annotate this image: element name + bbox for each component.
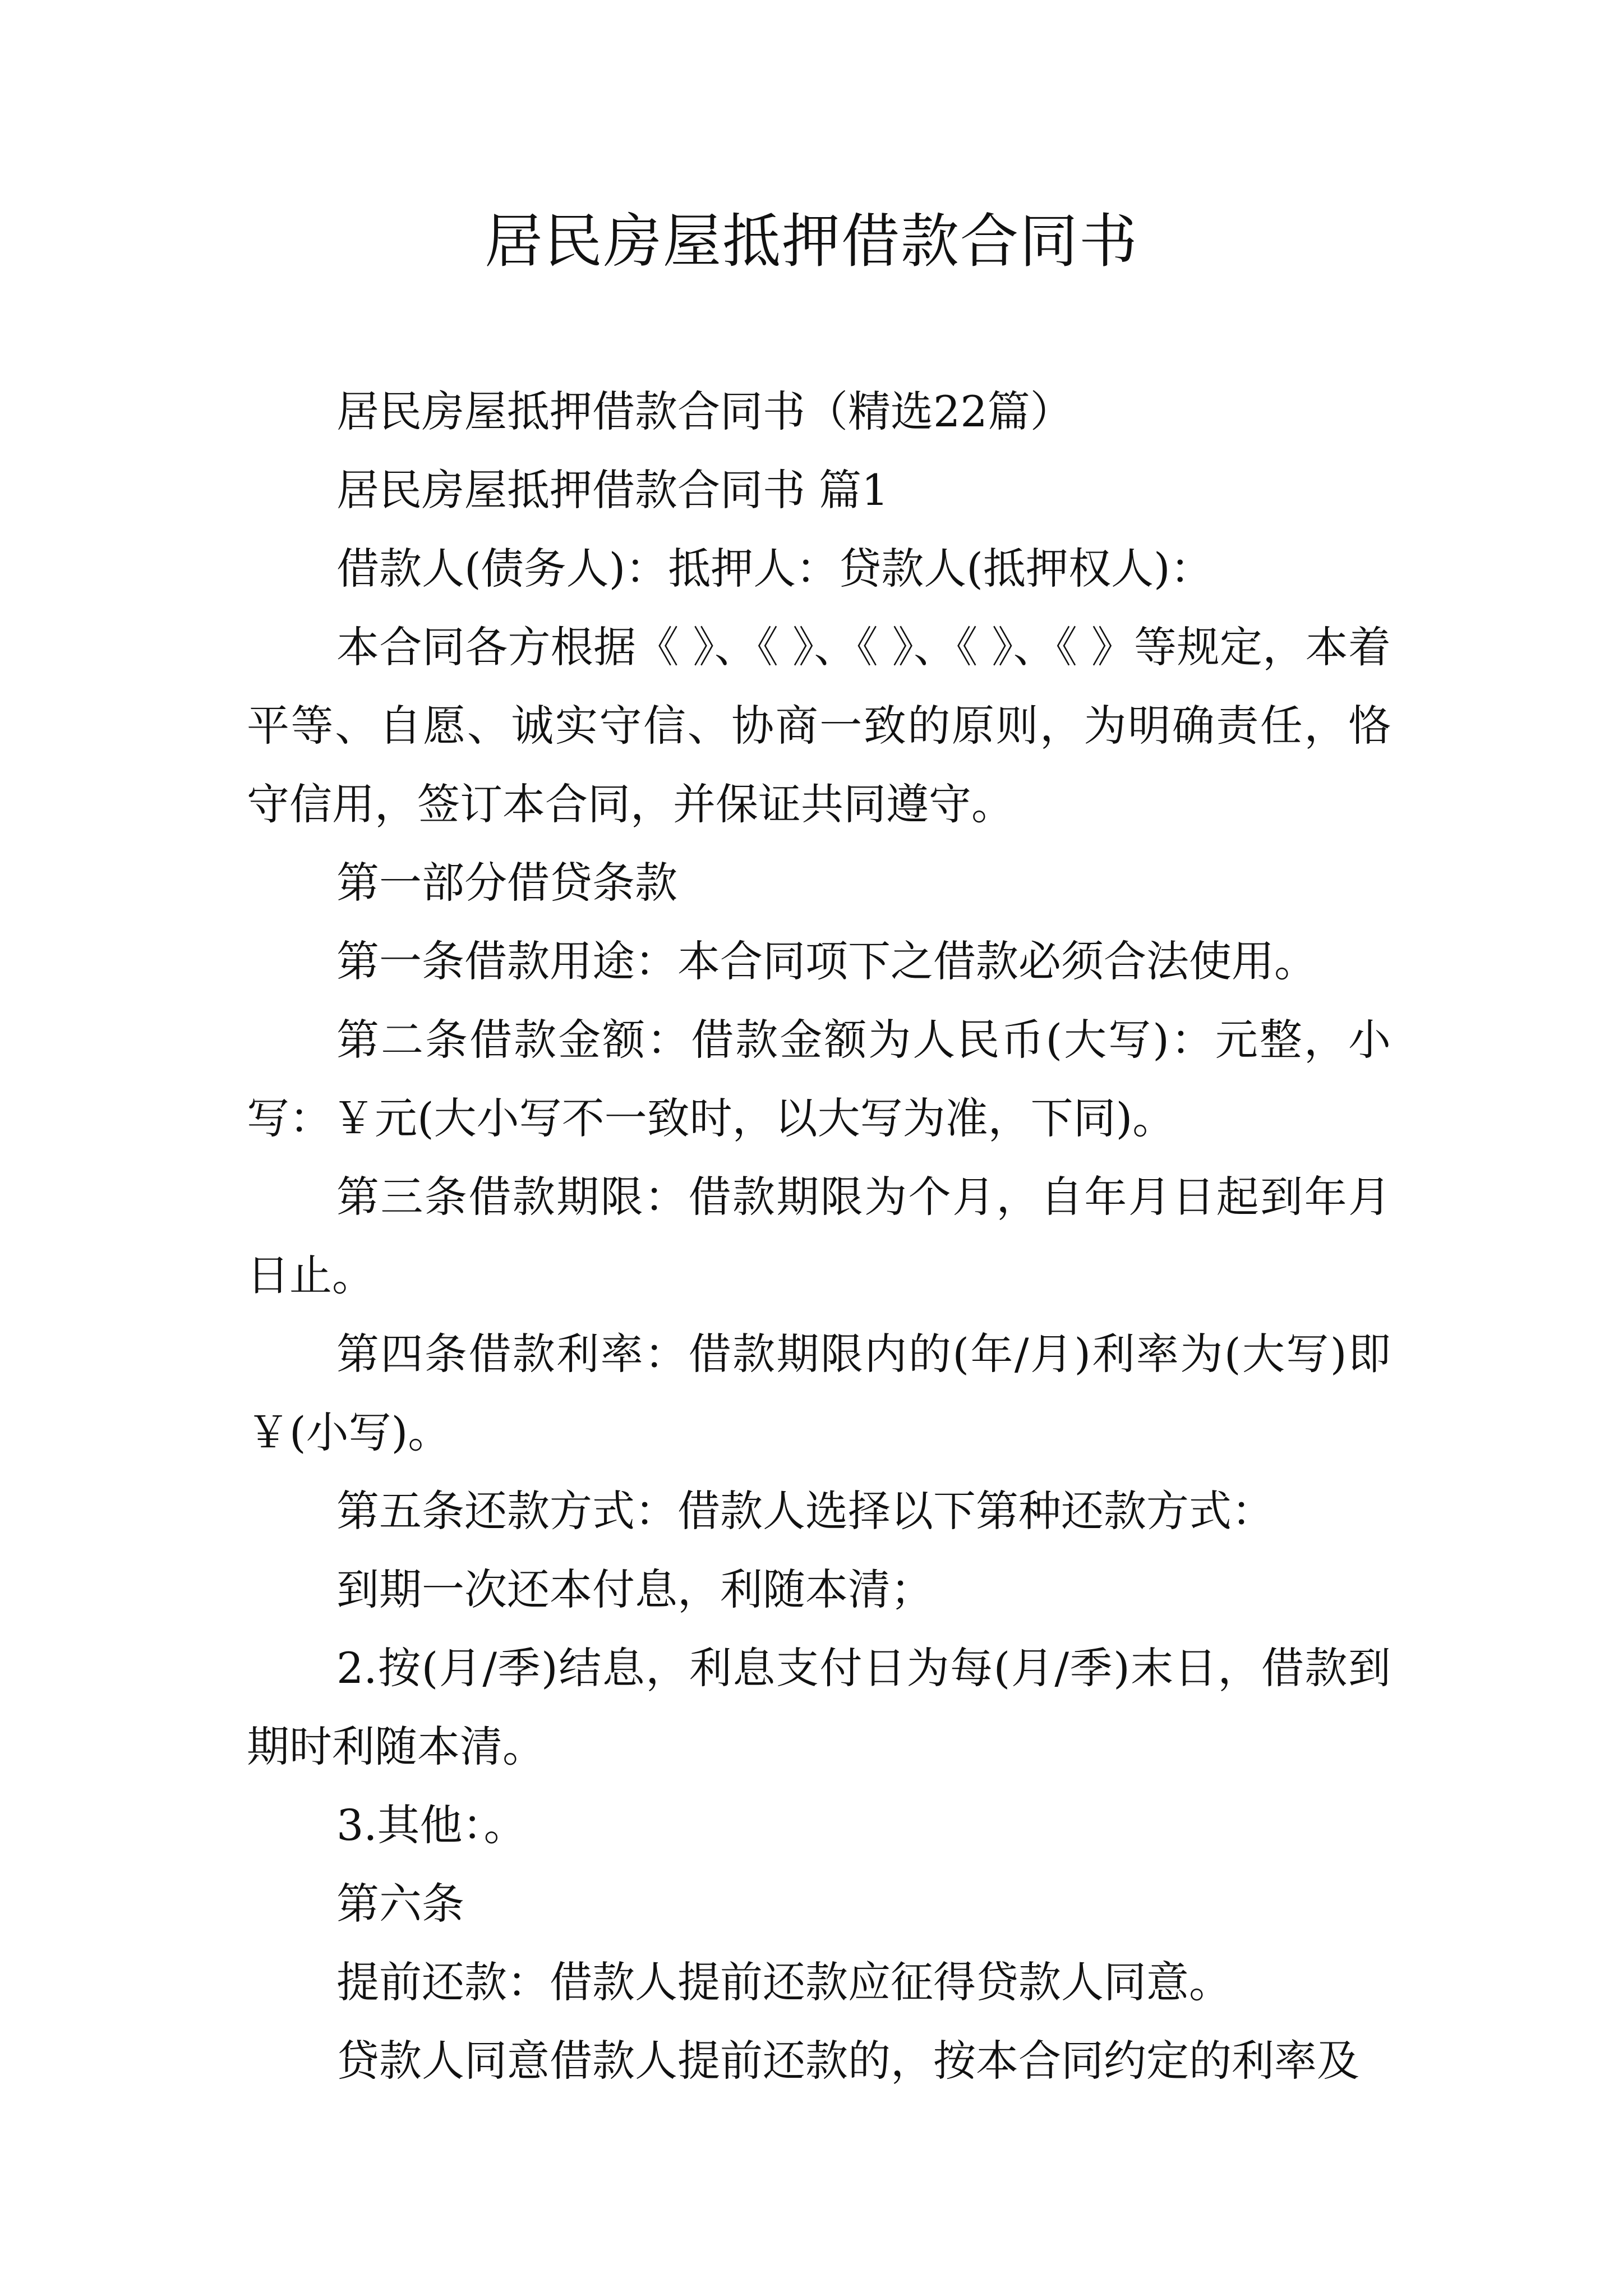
paragraph-2: 居民房屋抵押借款合同书 篇1 <box>336 465 889 515</box>
paragraph-6: 第一条借款用途：本合同项下之借款必须合法使用。 <box>336 936 1317 986</box>
paragraph-10: 第五条还款方式：借款人选择以下第种还款方式： <box>336 1486 1274 1536</box>
paragraph-11: 到期一次还本付息，利随本清； <box>336 1565 933 1614</box>
paragraph-12: 2.按(月/季)结息，利息支付日为每(月/季)末日，借款到期时利随本清。 <box>247 1643 1391 1772</box>
document-title: 居民房屋抵押借款合同书 <box>484 207 1138 275</box>
paragraph-8: 第三条借款期限：借款期限为个月，自年月日起到年月日止。 <box>247 1172 1391 1300</box>
paragraph-7: 第二条借款金额：借款金额为人民币(大写)：元整，小写：￥元(大小写不一致时，以大写为准，下同)。 <box>247 1015 1391 1143</box>
paragraph-1: 居民房屋抵押借款合同书（精选22篇） <box>336 386 1073 436</box>
paragraph-14: 第六条 <box>336 1879 464 1929</box>
paragraph-13: 3.其他：。 <box>336 1800 527 1850</box>
paragraph-15: 提前还款：借款人提前还款应征得贷款人同意。 <box>336 1957 1232 2007</box>
paragraph-9: 第四条借款利率：借款期限内的(年/月)利率为(大写)即￥(小写)。 <box>247 1329 1391 1457</box>
paragraph-16: 贷款人同意借款人提前还款的，按本合同约定的利率及 <box>336 2036 1359 2086</box>
paragraph-5: 第一部分借贷条款 <box>336 858 677 908</box>
paragraph-3: 借款人(债务人)：抵押人：贷款人(抵押权人)： <box>336 544 1213 593</box>
paragraph-4: 本合同各方根据《 》、《 》、《 》、《 》、《 》等规定，本着平等、自愿、诚实守信、协商一致的原则，为明确责任，恪守信用，签订本合同，并保证共同遵守。 <box>247 622 1391 829</box>
document-body <box>247 372 1391 2100</box>
